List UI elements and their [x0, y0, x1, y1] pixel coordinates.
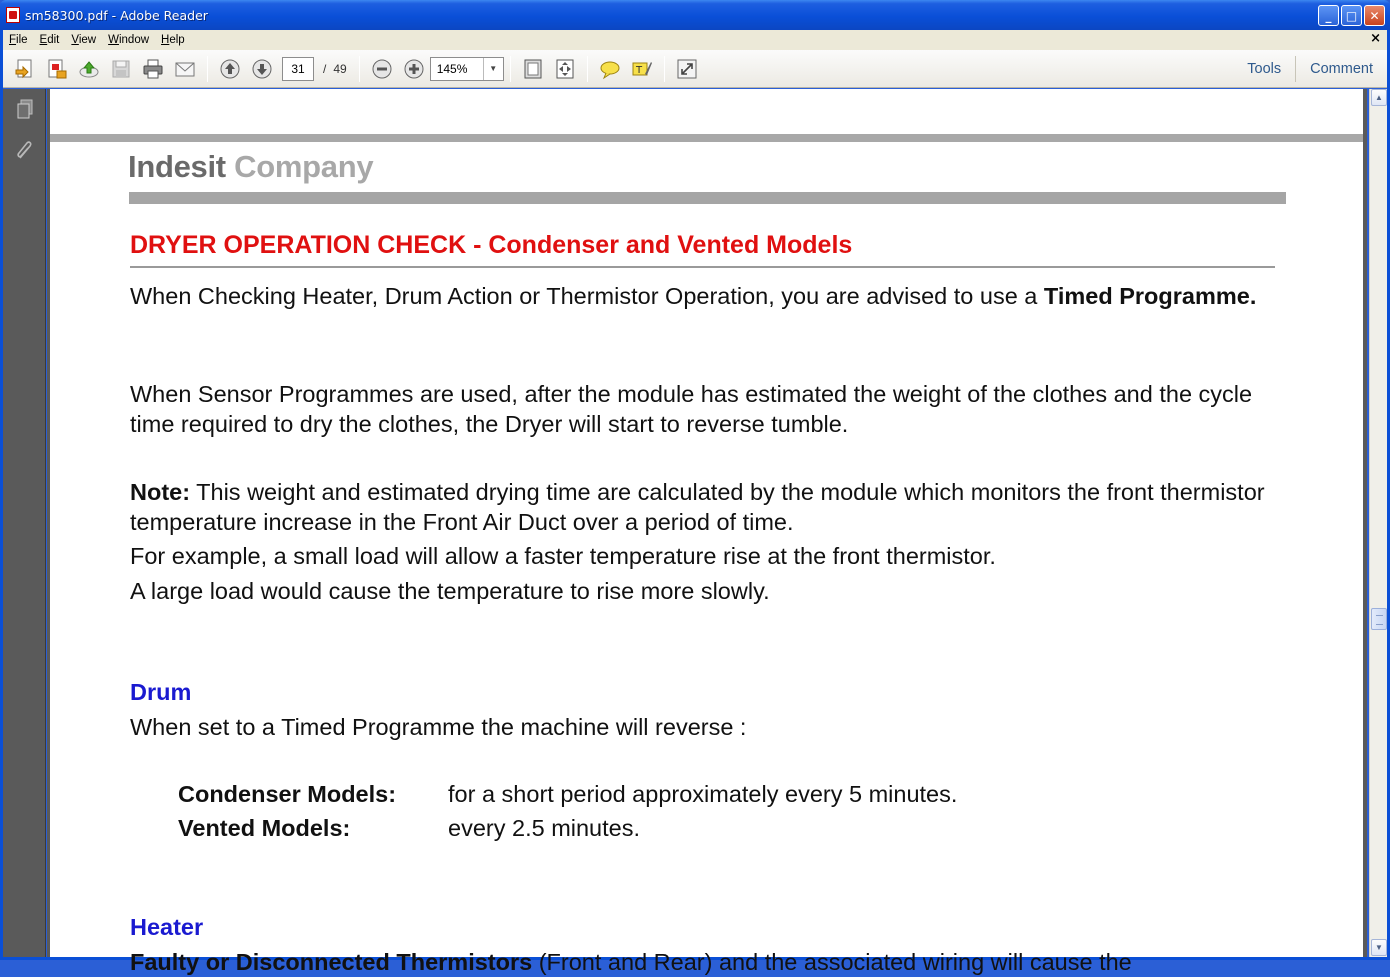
fit-page-icon[interactable] [520, 56, 546, 82]
print-icon[interactable] [140, 56, 166, 82]
paragraph-sensor-programmes: When Sensor Programmes are used, after the module has estimated the weight of the clothes and the cycle time required to dry the clothes, the Dryer will start to reverse tumble. [130, 381, 1253, 437]
zoom-value: 145% [436, 61, 468, 76]
next-page-icon[interactable] [249, 56, 275, 82]
brand-primary: Indesit [128, 149, 226, 184]
zoom-select[interactable] [430, 57, 504, 81]
condenser-models-value: for a short period approximately every 5 minutes. [448, 781, 958, 807]
page-separator: / [323, 61, 327, 76]
svg-text:T: T [635, 64, 642, 76]
previous-page-bottom [50, 89, 1363, 135]
brand-secondary: Company [234, 149, 374, 184]
menu-edit[interactable]: Edit [39, 34, 60, 46]
menu-file[interactable]: File [9, 34, 28, 46]
chevron-down-icon[interactable]: ▼ [483, 58, 503, 80]
adobe-reader-icon [6, 7, 20, 23]
save-icon[interactable] [108, 56, 134, 82]
scrollbar-thumb[interactable] [1371, 608, 1387, 630]
condenser-models-label: Condenser Models: [178, 781, 397, 807]
fit-width-icon[interactable] [552, 56, 578, 82]
vertical-scrollbar[interactable] [1369, 89, 1387, 957]
toolbar-separator [664, 56, 665, 82]
window-title: sm58300.pdf - Adobe Reader [25, 7, 208, 23]
previous-page-icon[interactable] [217, 56, 243, 82]
close-button[interactable]: ✕ [1364, 5, 1385, 26]
export-pdf-icon[interactable] [44, 56, 70, 82]
toolbar [3, 50, 1387, 88]
title-bar [0, 0, 1390, 30]
page-number-input[interactable]: 31 [282, 57, 314, 81]
scroll-up-button[interactable]: ▲ [1371, 89, 1387, 106]
sticky-note-icon[interactable] [597, 56, 623, 82]
pdf-page [50, 89, 1363, 975]
tools-pane-button[interactable]: Tools [1247, 61, 1282, 77]
minimize-button[interactable]: _ [1318, 5, 1339, 26]
maximize-button[interactable]: □ [1341, 5, 1362, 26]
task-panes [1233, 50, 1387, 88]
document-view[interactable] [47, 89, 1367, 975]
toolbar-separator [587, 56, 588, 82]
heater-text: Faulty or Disconnected Thermistors (Front and Rear) and the associated wiring will cause the [130, 949, 1132, 975]
menu-window[interactable]: Window [108, 34, 150, 46]
zoom-out-icon[interactable] [369, 56, 395, 82]
attachments-icon[interactable] [14, 139, 36, 163]
menu-view[interactable]: View [71, 34, 97, 46]
menu-bar [3, 30, 1387, 50]
toolbar-separator [510, 56, 511, 82]
zoom-in-icon[interactable] [401, 56, 427, 82]
page-divider [50, 134, 1363, 142]
menu-help[interactable]: Help [161, 34, 185, 46]
highlight-icon[interactable] [629, 56, 655, 82]
heater-heading: Heater [130, 914, 204, 940]
paragraph-timed-programme: When Checking Heater, Drum Action or Thermistor Operation, you are advised to use a Timed Programme. [130, 283, 1257, 309]
page-count: 49 [333, 61, 347, 76]
close-document-icon[interactable]: × [1370, 31, 1381, 46]
header-rule [129, 192, 1286, 204]
vented-models-label: Vented Models: [178, 815, 351, 841]
paragraph-small-load: For example, a small load will allow a faster temperature rise at the front thermistor. [130, 543, 996, 569]
paragraph-large-load: A large load would cause the temperature to rise more slowly. [130, 578, 770, 604]
vented-models-value: every 2.5 minutes. [448, 815, 641, 841]
section-heading: DRYER OPERATION CHECK - Condenser and Vented Models [130, 231, 853, 259]
scroll-down-button[interactable]: ▼ [1371, 939, 1387, 956]
brand-logo [128, 149, 373, 185]
email-icon[interactable] [172, 56, 198, 82]
toolbar-separator [207, 56, 208, 82]
drum-text: When set to a Timed Programme the machine will reverse : [130, 714, 747, 740]
drum-heading: Drum [130, 679, 192, 705]
navigation-pane [3, 89, 46, 957]
pages-panel-icon[interactable] [14, 97, 36, 121]
upload-icon[interactable] [76, 56, 102, 82]
fullscreen-icon[interactable] [674, 56, 700, 82]
comment-pane-button[interactable]: Comment [1310, 61, 1373, 77]
toolbar-separator [359, 56, 360, 82]
window-controls [1318, 5, 1385, 26]
create-pdf-icon[interactable] [12, 56, 38, 82]
paragraph-note: Note: This weight and estimated drying time are calculated by the module which monitors the front thermistor temperature increase in the Front Air Duct over a period of time. [130, 479, 1265, 535]
heading-rule [130, 266, 1275, 268]
